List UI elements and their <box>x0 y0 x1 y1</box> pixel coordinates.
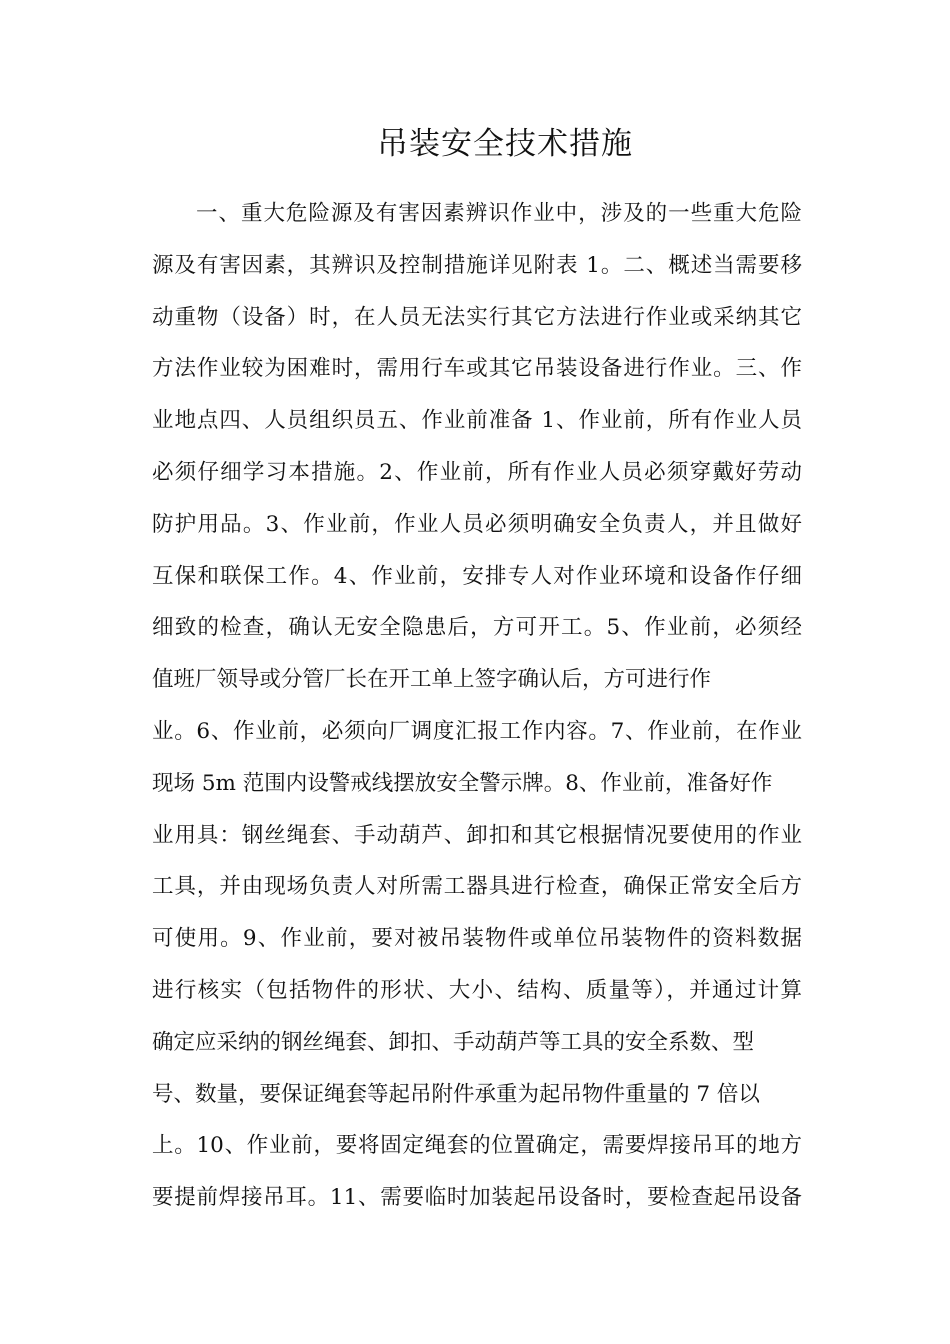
body-line: 进行核实（包括物件的形状、大小、结构、质量等），并通过计算 <box>152 977 802 1003</box>
document-body <box>152 194 802 1230</box>
body-line: 确定应采纳的钢丝绳套、卸扣、手动葫芦等工具的安全系数、型 <box>152 1029 755 1055</box>
body-line: 动重物（设备）时，在人员无法实行其它方法进行作业或采纳其它 <box>152 304 802 330</box>
body-line: 源及有害因素，其辨识及控制措施详见附表 1。二、概述当需要移 <box>152 252 802 278</box>
body-line: 方法作业较为困难时，需用行车或其它吊装设备进行作业。三、作 <box>152 356 802 382</box>
body-line: 必须仔细学习本措施。2、作业前，所有作业人员必须穿戴好劳动 <box>152 459 802 485</box>
body-line: 细致的检查，确认无安全隐患后，方可开工。5、作业前，必须经 <box>152 615 802 641</box>
body-line: 值班厂领导或分管厂长在开工单上签字确认后，方可进行作 <box>152 667 712 693</box>
body-line: 业地点四、人员组织员五、作业前准备 1、作业前，所有作业人员 <box>152 408 802 434</box>
body-line: 可使用。9、作业前，要对被吊装物件或单位吊装物件的资料数据 <box>152 926 802 952</box>
body-line: 工具，并由现场负责人对所需工器具进行检查，确保正常安全后方 <box>152 874 802 900</box>
body-line: 号、数量，要保证绳套等起吊附件承重为起吊物件重量的 7 倍以 <box>152 1081 760 1107</box>
document-title: 吊装安全技术措施 <box>377 126 633 162</box>
body-line: 现场 5m 范围内设警戒线摆放安全警示牌。8、作业前，准备好作 <box>152 770 773 796</box>
body-line: 要提前焊接吊耳。11、需要临时加装起吊设备时，要检查起吊设备 <box>152 1185 802 1211</box>
body-line: 业用具：钢丝绳套、手动葫芦、卸扣和其它根据情况要使用的作业 <box>152 822 802 848</box>
body-line: 业。6、作业前，必须向厂调度汇报工作内容。7、作业前，在作业 <box>152 718 802 744</box>
body-line: 互保和联保工作。4、作业前，安排专人对作业环境和设备作仔细 <box>152 563 802 589</box>
body-line: 一、重大危险源及有害因素辨识作业中，涉及的一些重大危险 <box>196 201 802 226</box>
body-line: 上。10、作业前，要将固定绳套的位置确定，需要焊接吊耳的地方 <box>152 1133 802 1159</box>
body-line: 防护用品。3、作业前，作业人员必须明确安全负责人，并且做好 <box>152 511 802 537</box>
